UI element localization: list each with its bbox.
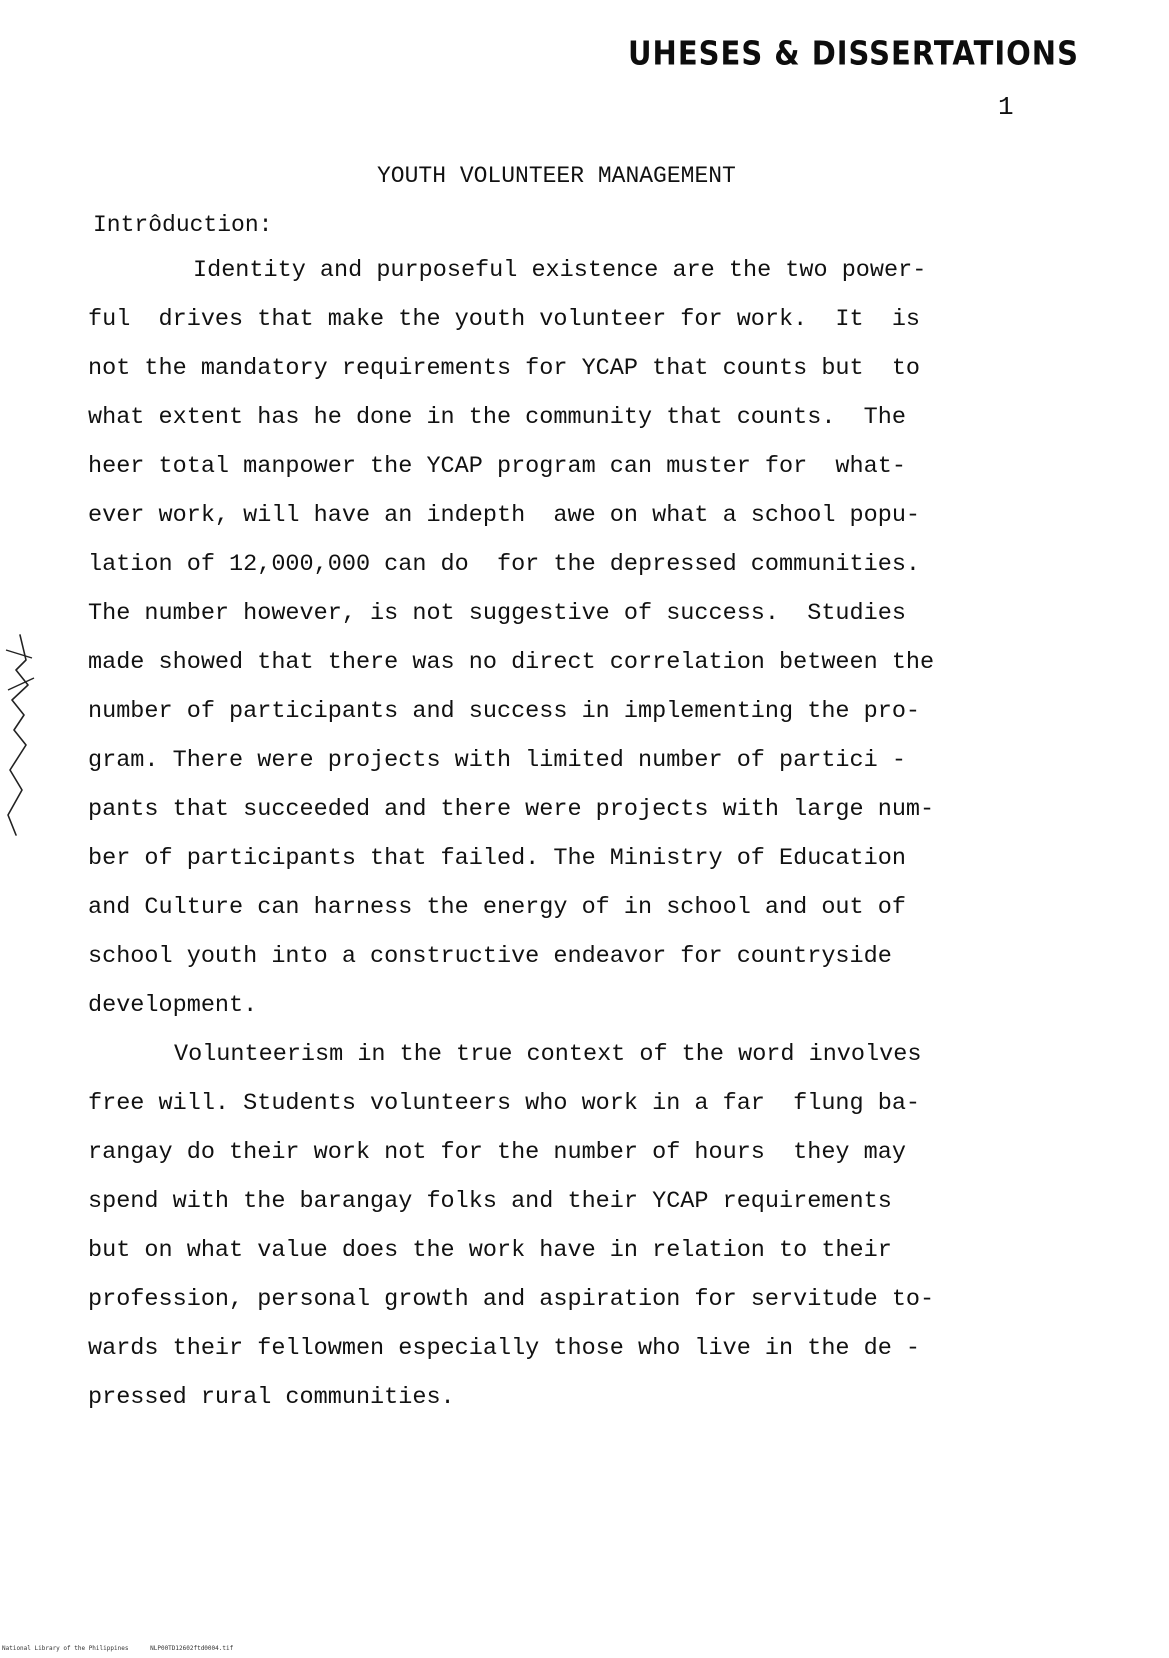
footer-source — [2, 1645, 233, 1652]
paragraph-1-line: what extent has he done in the community that counts. The — [88, 404, 906, 431]
paragraph-1-line: ever work, will have an indepth awe on what a school popu- — [88, 502, 921, 529]
paragraph-1-line: not the mandatory requirements for YCAP that counts but to — [88, 355, 921, 382]
footer-library: National Library of the Philippines — [2, 1645, 129, 1652]
paragraph-2-line: rangay do their work not for the number of hours they may — [88, 1139, 906, 1166]
paragraph-1-line: development. — [88, 992, 258, 1019]
paragraph-1-line: ful drives that make the youth volunteer for work. It is — [88, 306, 921, 333]
paragraph-2-line: wards their fellowmen especially those who live in the de - — [88, 1335, 921, 1362]
handwritten-signature — [2, 630, 42, 840]
page-number: 1 — [998, 92, 1014, 122]
paragraph-1-line: The number however, is not suggestive of success. Studies — [88, 600, 906, 627]
paragraph-2-line: pressed rural communities. — [88, 1384, 455, 1411]
paragraph-1-line: and Culture can harness the energy of in school and out of — [88, 894, 906, 921]
document-title: YOUTH VOLUNTEER MANAGEMENT — [377, 163, 736, 189]
paragraph-2-line: profession, personal growth and aspiration for servitude to- — [88, 1286, 935, 1313]
footer-file-id: NLP00TD12602ftd0004.tif — [150, 1645, 234, 1652]
paragraph-2-line: free will. Students volunteers who work in a far flung ba- — [88, 1090, 921, 1117]
paragraph-1-line: lation of 12,000,000 can do for the depressed communities. — [88, 551, 921, 578]
paragraph-1-line: ber of participants that failed. The Ministry of Education — [88, 845, 906, 872]
paragraph-2-line: Volunteerism in the true context of the word involves — [174, 1041, 922, 1068]
paragraph-1-line: made showed that there was no direct correlation between the — [88, 649, 935, 676]
paragraph-1-line: gram. There were projects with limited number of partici - — [88, 747, 906, 774]
paragraph-1-line: heer total manpower the YCAP program can muster for what- — [88, 453, 906, 480]
paragraph-2-line: but on what value does the work have in relation to their — [88, 1237, 892, 1264]
theses-dissertations-stamp: UHESES & DISSERTATIONS — [628, 33, 1079, 73]
paragraph-2-line: spend with the barangay folks and their YCAP requirements — [88, 1188, 892, 1215]
section-heading: Intrôduction: — [93, 212, 273, 238]
paragraph-1-line: Identity and purposeful existence are the two power- — [193, 257, 927, 284]
paragraph-1-line: number of participants and success in implementing the pro- — [88, 698, 921, 725]
paragraph-1-line: school youth into a constructive endeavor for countryside — [88, 943, 892, 970]
paragraph-1-line: pants that succeeded and there were projects with large num- — [88, 796, 935, 823]
